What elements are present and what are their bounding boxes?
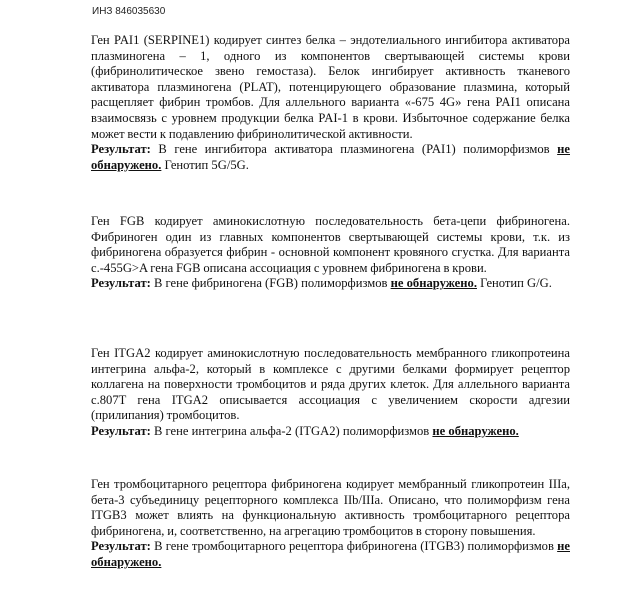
result-verdict: не обнаружено.: [91, 142, 570, 172]
document-id-header: ИНЗ 846035630: [92, 6, 166, 17]
gene-description: Ген FGB кодирует аминокислотную последовательность бета-цепи фибриногена. Фибриноген один из главных компонентов свертывающей системы крови, т.к. из фибриногена образуется фибрин - основной компонент кровяного сгустка. Для варианта c.-455G>A гена FGB описана ассоциация с уровнем фибриногена в крови.: [91, 214, 570, 275]
gene-section-fgb: [91, 214, 570, 292]
result-label: Результат:: [91, 539, 151, 554]
result-line: [91, 276, 570, 292]
gene-section-itga2: [91, 346, 570, 440]
result-text: В гене ингибитора активатора плазминогена (PAI1) полиморфизмов: [150, 142, 558, 157]
result-line: [91, 539, 570, 570]
gene-section-pai1: [91, 33, 570, 173]
result-text: В гене фибриногена (FGB) полиморфизмов: [150, 276, 391, 291]
gene-section-itgb3: [91, 477, 570, 571]
gene-description: Ген тромбоцитарного рецептора фибриногена кодирует мембранный гликопротеин IIIa, бета-3 субъединицу рецепторного комплекса IIb/IIIa. Описано, что полиморфизм гена ITGB3 может влиять на функциональную активность тромбоцитарного рецептора фибриногена, и, соответственно, на агрегацию тромбоцитов в сторону повышения.: [91, 477, 570, 538]
result-verdict: не обнаружено.: [432, 423, 519, 438]
result-line: [91, 142, 570, 173]
result-text: В гене интегрина альфа-2 (ITGA2) полиморфизмов: [150, 423, 433, 438]
result-label: Результат:: [91, 142, 151, 157]
result-line: [91, 424, 570, 440]
result-verdict: не обнаружено.: [390, 276, 477, 291]
gene-description: Ген ITGA2 кодирует аминокислотную последовательность мембранного гликопротеина интегрина альфа-2, который в комплексе с другими белками формирует рецептор коллагена на поверхности тромбоцитов и ряда других клеток. Для аллельного варианта c.807T гена ITGA2 описывается ассоциация с увеличением скорости адгезии (прилипания) тромбоцитов.: [91, 346, 570, 423]
result-label: Результат:: [91, 423, 151, 438]
genotype-text: Генотип 5G/5G.: [161, 157, 249, 172]
result-verdict: не обнаружено.: [91, 539, 570, 569]
genotype-text: Генотип G/G.: [476, 276, 552, 291]
result-text: В гене тромбоцитарного рецептора фибриногена (ITGB3) полиморфизмов: [150, 539, 558, 554]
gene-description: Ген PAI1 (SERPINE1) кодирует синтез белка – эндотелиального ингибитора активатора плазминогена – 1, одного из компонентов свертывающей системы крови (фибринолитическое звено гемостаза). Белок ингибирует активность тканевого активатора плазминогена (PLAT), потенцирующего образование плазмина, который расщепляет фибрин тромбов. Для аллельного варианта «-675 4G» гена PAI1 описана взаимосвязь с уровнем продукции белка PAI-1 в крови. Избыточное содержание белка может вести к подавлению фибринолитической активности.: [91, 33, 570, 141]
result-label: Результат:: [91, 276, 151, 291]
